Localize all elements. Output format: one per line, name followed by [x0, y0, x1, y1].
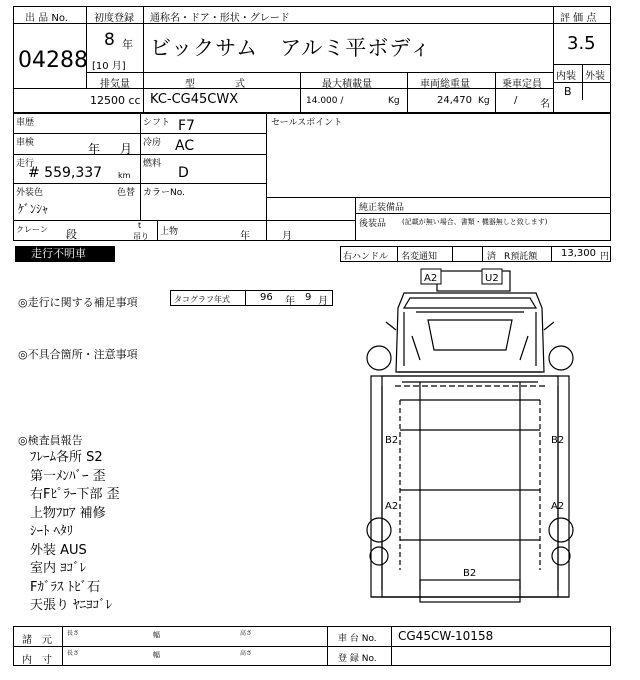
crane-stage: 段 [66, 228, 77, 241]
model-name-label: 通称名・ドア・形状・グレード [150, 13, 290, 24]
gross-value: 24,470 [437, 95, 472, 106]
aftermarket-label: 後装品 [359, 219, 387, 229]
grade-value: 3.5 [567, 33, 596, 54]
crane-hook: 吊り [133, 232, 149, 241]
r-tax-label: R預託額 [504, 252, 538, 262]
length-label: 長さ [67, 630, 80, 637]
r-tax-value: 13,300 [561, 248, 596, 259]
report-line: 天張り ﾔﾆﾖｺﾞﾚ [30, 598, 113, 613]
right-hand-label: 右ハンドル [343, 252, 389, 262]
report-line: ﾌﾚｰﾑ各所 S2 [30, 450, 103, 465]
tacho-month-unit: 月 [318, 296, 328, 307]
mileage-label: 走行 [16, 159, 35, 169]
color-value: ｹﾞﾝｼｬ [18, 202, 49, 216]
banner-text: 走行不明車 [31, 247, 86, 260]
color-label: 外装色 [16, 188, 44, 198]
crane-t: t [138, 221, 142, 230]
damage-mark: B2 [463, 568, 477, 579]
lot-label: 出 品 No. [25, 13, 68, 24]
chassis-value: CG45CW-10158 [398, 629, 494, 643]
damage-mark: U2 [485, 273, 499, 284]
load-unit: Kg [388, 96, 400, 106]
inspection-year: 年 [88, 142, 101, 156]
gross-unit: Kg [478, 96, 490, 106]
damage-mark: A2 [424, 273, 438, 284]
exterior-label: 外装 [585, 71, 605, 82]
damage-mark: B2 [385, 435, 399, 446]
spec-row-label: 諸 元 [22, 635, 52, 646]
first-reg-year: 8 [104, 30, 115, 50]
sales-point-label: セールスポイント [271, 118, 343, 128]
aftermarket-note: (記載が無い場合、書類・機器無しと致します) [402, 218, 548, 226]
interior-label: 内装 [556, 71, 576, 82]
width-label: 幅 [153, 651, 160, 659]
report-line: 第一ﾒﾝﾊﾞｰ 歪 [30, 468, 106, 484]
report-line: ｼｰﾄ ﾍﾀﾘ [30, 524, 74, 539]
first-reg-month: [10 月] [92, 61, 126, 72]
first-reg-label: 初度登録 [94, 13, 134, 24]
displacement-label: 排気量 [100, 79, 130, 90]
year-unit: 年 [122, 38, 133, 51]
report-line: 室内 ﾖｺﾞﾚ [30, 561, 87, 576]
width-label: 幅 [153, 631, 160, 639]
fuel-label: 燃料 [143, 159, 162, 169]
height-label: 高さ [240, 630, 253, 637]
tax-label: 済 [487, 252, 497, 262]
mileage-value: # 559,337 [28, 165, 103, 181]
chassis-label: 車 台 No. [338, 634, 377, 644]
color-code-label: カラーNo. [143, 188, 185, 198]
fuel-value: D [178, 165, 189, 181]
capacity-label: 乗車定員 [502, 79, 542, 90]
gross-label: 車両総重量 [420, 79, 470, 90]
color-change-label: 色替 [117, 188, 136, 198]
type-label: 型 式 [185, 79, 245, 90]
crane-label: クレーン [16, 225, 48, 234]
load-label: 最大積載量 [322, 79, 372, 90]
inspection-label: 車検 [16, 138, 35, 148]
ac-value: AC [175, 138, 195, 154]
inner-row-label: 内 寸 [22, 655, 52, 666]
tacho-year-unit: 年 [285, 296, 295, 307]
displacement-value: 12500 cc [90, 94, 141, 107]
capacity-unit: 名 [540, 99, 550, 110]
report-line: Fｶﾞﾗｽ ﾄﾋﾞ石 [30, 579, 101, 595]
tachograph-label: タコグラフ年式 [174, 295, 230, 304]
upper-label: 上物 [160, 227, 179, 237]
history-label: 車歴 [16, 118, 35, 128]
inspection-month: 月 [120, 142, 133, 156]
load-value: 14.000 / [306, 96, 344, 106]
interior-grade: B [564, 85, 572, 98]
height-label: 高さ [240, 650, 253, 657]
type-value: KC-CG45CWX [150, 92, 239, 107]
model-name: ビックサム アルミ平ボディ [150, 36, 432, 60]
damage-mark: A2 [385, 501, 399, 512]
upper-year: 年 [240, 231, 250, 242]
supplement-label: ◎走行に関する補足事項 [18, 296, 138, 309]
r-tax-unit: 円 [600, 252, 610, 262]
defects-label: ◎不具合箇所・注意事項 [18, 348, 138, 361]
shift-value: F7 [178, 118, 195, 134]
damage-mark: B2 [551, 435, 565, 446]
upper-month: 月 [282, 231, 292, 242]
damage-mark: A2 [551, 501, 565, 512]
ac-label: 冷房 [143, 138, 162, 148]
report-line: 上物ﾌﾛｱ 補修 [30, 505, 106, 521]
length-label: 長さ [67, 650, 80, 657]
grade-label: 評 価 点 [560, 13, 597, 24]
registration-label: 登 録 No. [338, 654, 377, 664]
inspector-label: ◎検査員報告 [18, 434, 83, 447]
report-line: 右Fﾋﾟﾗｰ下部 歪 [30, 487, 120, 502]
capacity-sep: / [514, 95, 518, 106]
name-change-label: 名変通知 [401, 252, 438, 262]
report-line: 外装 AUS [30, 542, 87, 558]
tacho-year: 96 [260, 292, 273, 303]
lot-number: 04288 [18, 48, 88, 73]
tacho-month: 9 [305, 292, 312, 303]
genuine-equipment-label: 純正装備品 [359, 203, 405, 213]
shift-label: シフト [143, 118, 171, 128]
mileage-unit: km [118, 171, 131, 180]
